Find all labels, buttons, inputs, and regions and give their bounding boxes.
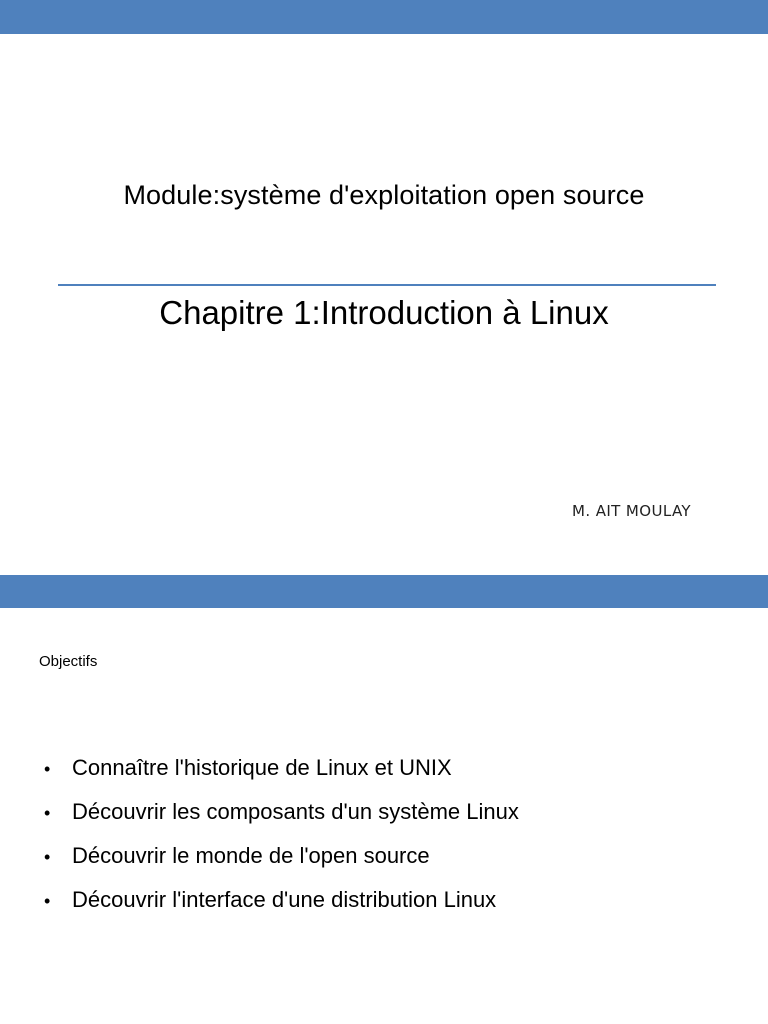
title-divider [58, 284, 716, 286]
header-band [0, 0, 768, 34]
list-item [44, 755, 519, 799]
list-item [44, 843, 519, 887]
bullet-icon: • [44, 891, 51, 911]
module-title: Module:système d'exploitation open source [123, 180, 645, 210]
objectives-slide [0, 575, 768, 1024]
bullet-icon: • [44, 803, 51, 823]
chapter-title: Chapitre 1:Introduction à Linux [159, 294, 609, 331]
section-heading: Objectifs [39, 653, 98, 670]
objectives-list [44, 755, 519, 931]
bullet-icon: • [44, 847, 51, 867]
objective-text: Connaître l'historique de Linux et UNIX [72, 755, 452, 780]
bullet-icon: • [44, 759, 51, 779]
objective-text: Découvrir l'interface d'une distribution Linux [72, 887, 497, 912]
author-name: M. AIT MOULAY [572, 502, 691, 520]
objective-text: Découvrir les composants d'un système Linux [72, 799, 519, 824]
list-item [44, 887, 519, 931]
list-item [44, 799, 519, 843]
header-band [0, 575, 768, 608]
objective-text: Découvrir le monde de l'open source [72, 843, 430, 868]
